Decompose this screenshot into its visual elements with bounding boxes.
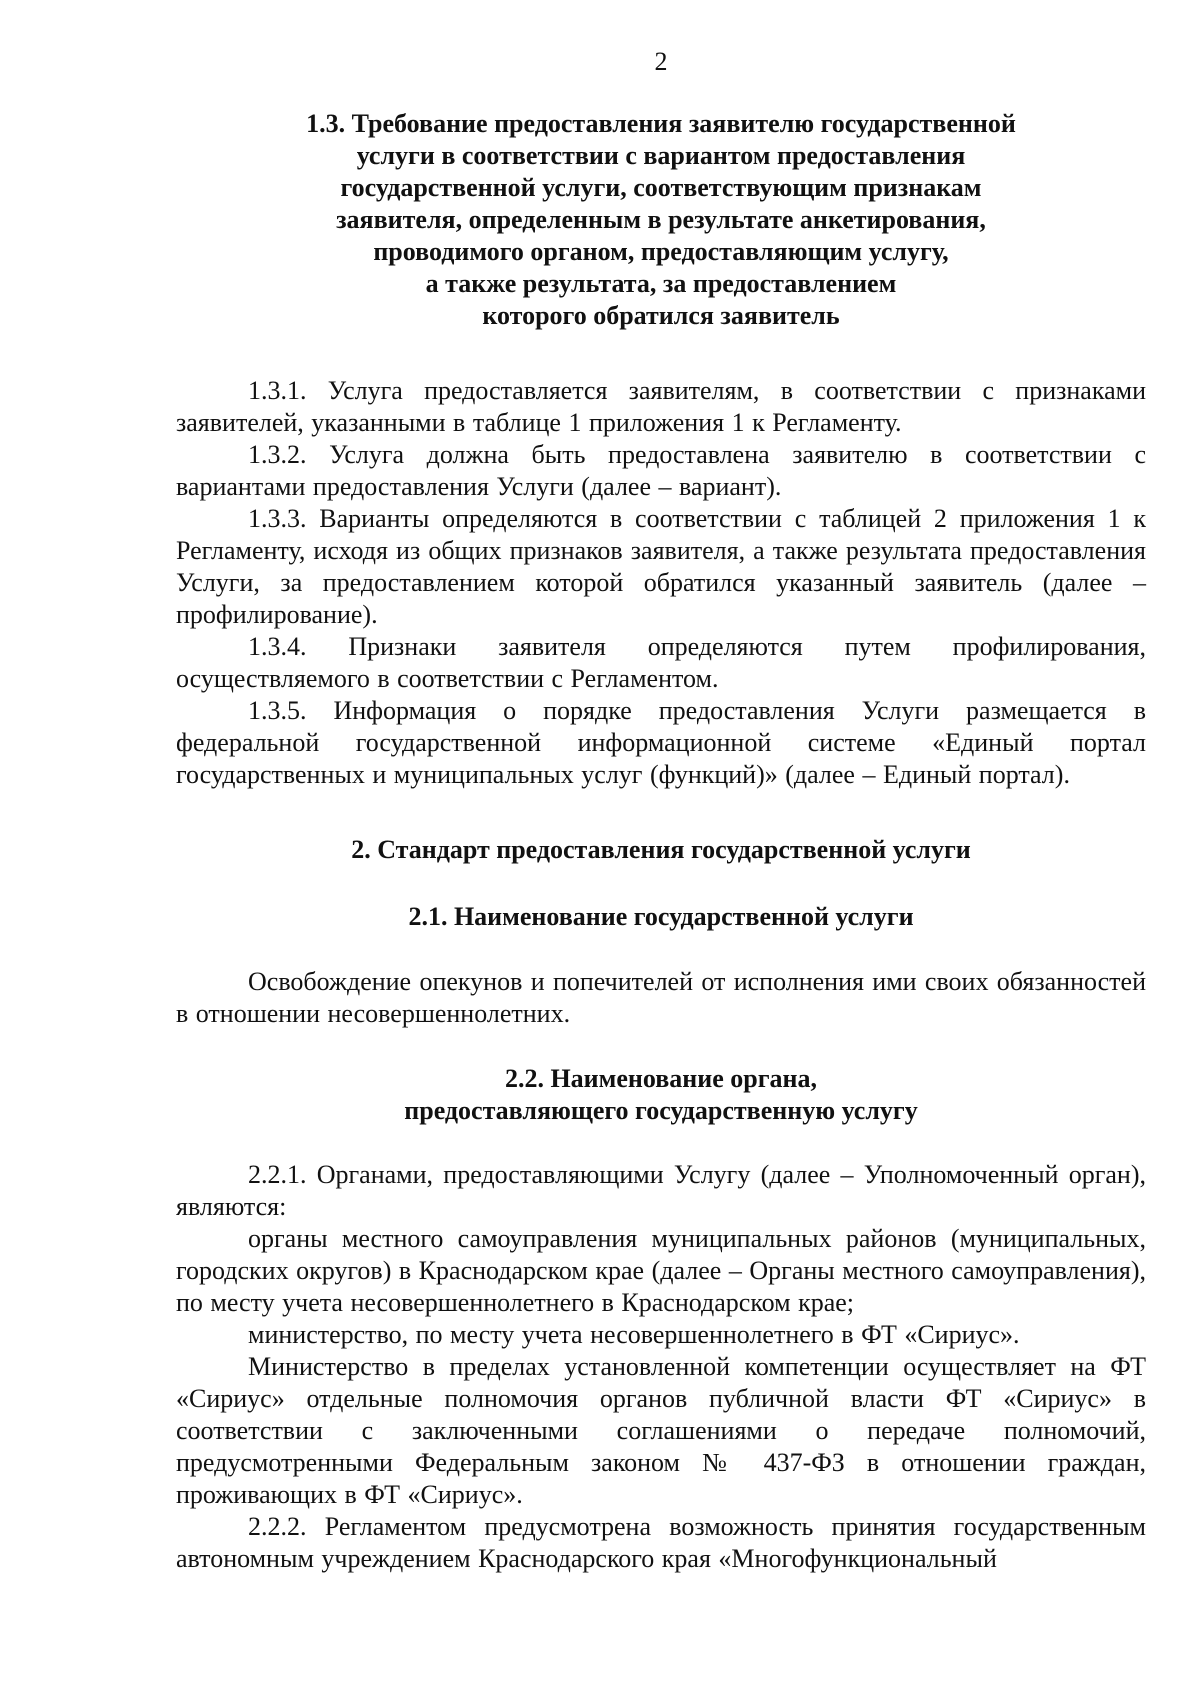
paragraph-2-2-2: 2.2.2. Регламентом предусмотрена возможность принятия государственным автономным учреждением Краснодарского края «Многофункциональный	[176, 1512, 1146, 1573]
section-2-2-body	[176, 1159, 1146, 1575]
paragraph-1-3-3: 1.3.3. Варианты определяются в соответствии с таблицей 2 приложения 1 к Регламенту, исходя из общих признаков заявителя, а также результата предоставления Услуги, за предоставлением которой обратился указанный заявитель (далее – профилирование).	[176, 504, 1146, 629]
service-name-paragraph: Освобождение опекунов и попечителей от исполнения ими своих обязанностей в отношении несовершеннолетних.	[176, 967, 1146, 1028]
heading-line: заявителя, определенным в результате анкетирования,	[336, 205, 986, 234]
section-2-1-heading: 2.1. Наименование государственной услуги	[408, 902, 914, 931]
paragraph-1-3-5: 1.3.5. Информация о порядке предоставления Услуги размещается в федеральной государственной информационной системе «Единый портал государственных и муниципальных услуг (функций)» (далее – Единый портал).	[176, 696, 1146, 789]
paragraph-1-3-2: 1.3.2. Услуга должна быть предоставлена заявителю в соответствии с вариантами предоставления Услуги (далее – вариант).	[176, 440, 1146, 501]
heading-line: предоставляющего государственную услугу	[404, 1096, 918, 1125]
page-number: 2	[654, 47, 668, 76]
section-2-2-heading	[176, 1063, 1146, 1127]
paragraph-ministry-competence: Министерство в пределах установленной компетенции осуществляет на ФТ «Сириус» отдельные полномочия органов публичной власти ФТ «Сириус» в соответствии с заключенными соглашениями о передаче полномочий, предусмотренными Федеральным законом № 437-ФЗ в отношении граждан, проживающих в ФТ «Сириус».	[176, 1352, 1146, 1509]
heading-line: проводимого органом, предоставляющим услугу,	[373, 237, 949, 266]
paragraph-1-3-1: 1.3.1. Услуга предоставляется заявителям, в соответствии с признаками заявителей, указанными в таблице 1 приложения 1 к Регламенту.	[176, 376, 1146, 437]
heading-line: которого обратился заявитель	[482, 301, 840, 330]
heading-line: услуги в соответствии с вариантом предоставления	[356, 141, 966, 170]
section-1-3-heading	[176, 108, 1146, 332]
paragraph-ministry: министерство, по месту учета несовершеннолетнего в ФТ «Сириус».	[248, 1320, 1020, 1349]
heading-line: 1.3. Требование предоставления заявителю государственной	[306, 109, 1016, 138]
paragraph-1-3-4: 1.3.4. Признаки заявителя определяются путем профилирования, осуществляемого в соответствии с Регламентом.	[176, 632, 1146, 693]
heading-line: а также результата, за предоставлением	[425, 269, 897, 298]
heading-line: 2.2. Наименование органа,	[504, 1064, 818, 1093]
paragraph-local-authorities: органы местного самоуправления муниципальных районов (муниципальных, городских округов) в Краснодарском крае (далее – Органы местного самоуправления), по месту учета несовершеннолетнего в Краснодарском крае;	[176, 1224, 1146, 1317]
section-2-1-body	[176, 966, 1146, 1030]
heading-line: государственной услуги, соответствующим признакам	[340, 173, 982, 202]
section-1-3-body	[176, 375, 1146, 791]
section-2-heading: 2. Стандарт предоставления государственной услуги	[351, 835, 971, 864]
paragraph-2-2-1: 2.2.1. Органами, предоставляющими Услугу (далее – Уполномоченный орган), являются:	[176, 1160, 1146, 1221]
